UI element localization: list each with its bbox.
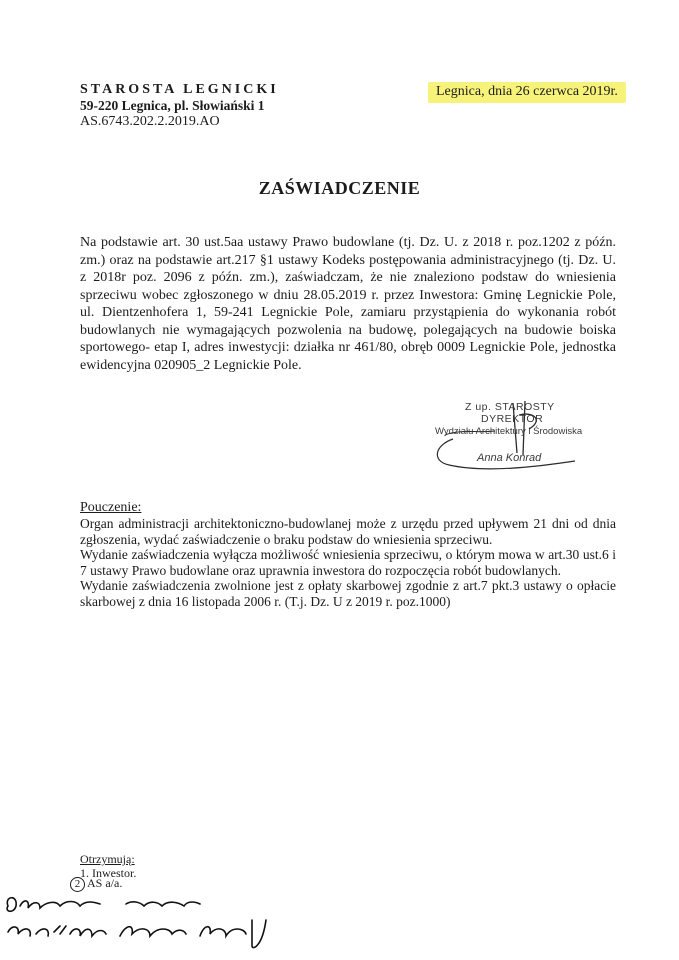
handwriting-scribble-icon [0,890,290,950]
signature-stamp [425,395,615,475]
recipients-heading: Otrzymują: [80,852,135,866]
recipient-label: AS a/a. [87,876,123,890]
document-date: Legnica, dnia 26 czerwca 2019r. [428,82,626,103]
certificate-body: Na podstawie art. 30 ust.5aa ustawy Prawo budowlane (tj. Dz. U. z 2018 r. poz.1202 z późn. zm.) oraz na podstawie art.217 §1 ustawy Kodeks postępowania administracyjnego (tj. Dz. U. z 2018r poz. 2096 z późn. zm.), zaświadczam, że nie znaleziono podstaw do wniesienia sprzeciwu wobec zgłoszonego w dniu 28.05.2019 r. przez Inwestora: Gminę Legnickie Pole, ul. Dientzenhofera 1, 59-241 Legnickie Pole, zamiaru przystąpienia do wykonania robót budowlanych nie wymagających pozwolenia na budowę, polegających na budowie boiska sportowego- etap I, adres inwestycji: działka nr 461/80, obręb 0009 Legnickie Pole, jednostka ewidencyjna 020905_2 Legnickie Pole. [80,235,616,373]
stamp-signatory: Anna Konrad [477,452,542,464]
recipient-item: 1. Inwestor. [80,866,137,880]
stamp-line-title: DYREKTOR [481,413,544,425]
instruction-paragraph: Organ administracji architektoniczno-budowlanej może z urzędu przed upływem 21 dni od dnia zgłoszenia, wydać zaświadczenie o braku podstaw do wniesienia sprzeciwu. [80,516,616,547]
issuer-name: STAROSTA LEGNICKI [80,82,279,97]
circled-number: 2 [70,877,85,892]
instruction-body [80,516,616,609]
stamp-line-department: Wydziału Architektury i Środowiska [435,426,583,437]
instruction-paragraph: Wydanie zaświadczenia wyłącza możliwość wniesienia sprzeciwu, o którym mowa w art.30 ust.6 i 7 ustawy Prawo budowlane oraz uprawnia inwestora do rozpoczęcia robót budowlanych. [80,547,616,578]
issuer-address: 59-220 Legnica, pl. Słowiański 1 [80,98,265,113]
document-title: ZAŚWIADCZENIE [258,178,421,198]
stamp-line-authority: Z up. STAROSTY [465,401,555,413]
handwritten-receipt-note [0,890,290,950]
instruction-paragraph: Wydanie zaświadczenia zwolnione jest z opłaty skarbowej zgodnie z art.7 pkt.3 ustawy o opłacie skarbowej z dnia 16 listopada 2006 r. (T.j. Dz. U z 2019 r. poz.1000) [80,578,616,609]
reference-number: AS.6743.202.2.2019.AO [80,114,220,129]
instruction-heading: Pouczenie: [80,500,142,515]
